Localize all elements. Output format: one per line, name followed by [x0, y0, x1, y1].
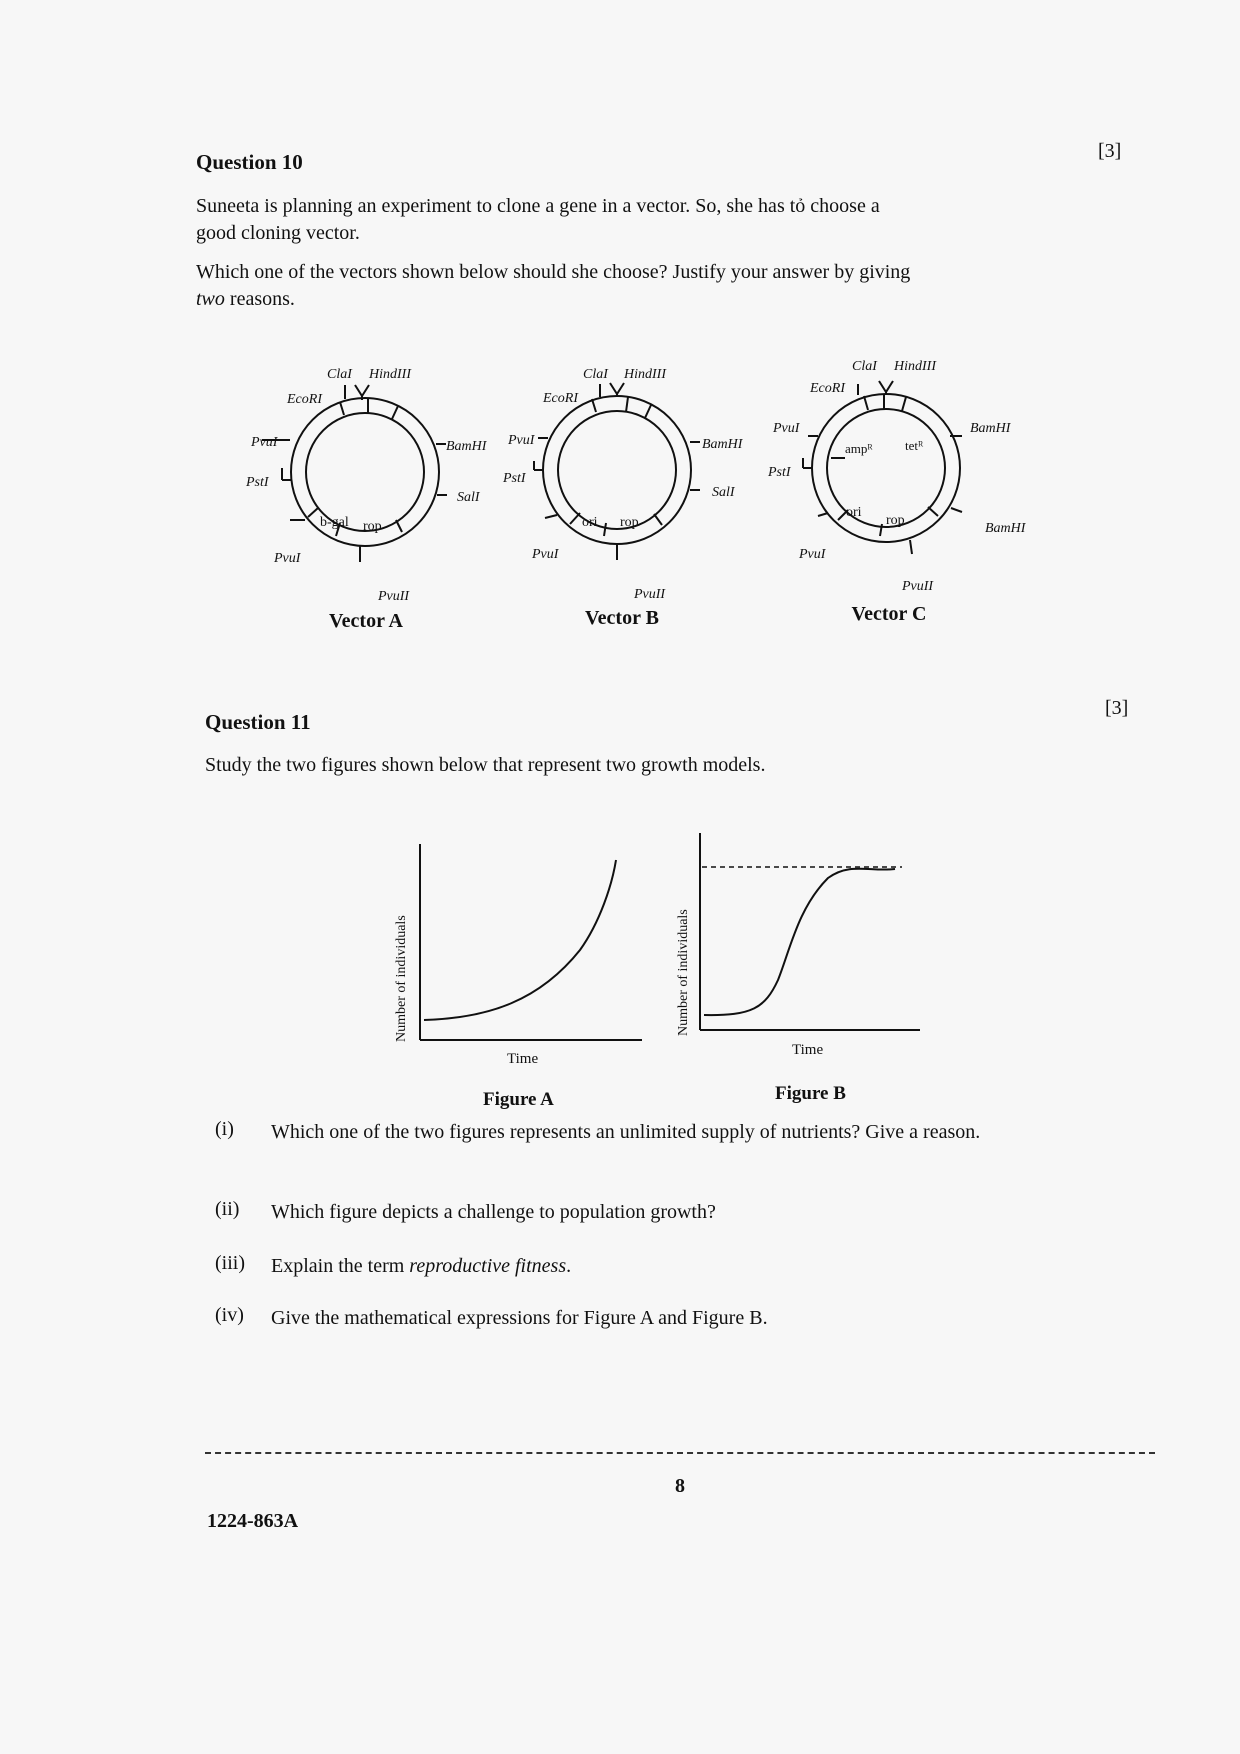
question-10-paragraph-1 [196, 193, 1076, 247]
figure-b-xlabel: Time [792, 1042, 824, 1058]
subquestion-ii-text: Which figure depicts a challenge to population growth? [271, 1201, 716, 1223]
vector-c-site-4: PvuI [773, 421, 800, 436]
vector-a-site-4: PvuI [251, 435, 278, 450]
q10-p2-rest: reasons. [224, 288, 295, 310]
vector-b-site-2: HindIII [624, 367, 666, 382]
growth-figures [380, 830, 940, 1060]
subquestion-iii [215, 1252, 1095, 1282]
vector-c-site-5: PstI [768, 465, 791, 480]
vector-c-site-3: EcoRI [810, 381, 845, 396]
vector-b-inner-2: rop [620, 515, 639, 530]
question-10-paragraph-2 [196, 259, 1076, 313]
vector-b-site-9: PvuI [532, 547, 559, 562]
vector-a-inner-1: b-gal [320, 515, 349, 530]
vector-b-site-6: BamHI [702, 437, 743, 452]
figure-a-plot [420, 844, 642, 1040]
question-11-title: Question 11 [205, 710, 311, 734]
subquestion-i-text: Which one of the two figures represents an unlimited supply of nutrients? Give a reason. [271, 1121, 981, 1143]
subquestion-i-number: (i) [215, 1118, 234, 1140]
vector-b-site-3: EcoRI [543, 391, 578, 406]
vector-c-label: Vector C [851, 603, 927, 625]
subquestion-iii-number: (iii) [215, 1252, 245, 1274]
q10-p2-line2 [196, 286, 1076, 313]
vector-a-site-8: PvuII [378, 589, 410, 604]
vector-c-site-1: ClaI [852, 359, 877, 374]
subquestion-iii-term: reproductive fitness [409, 1255, 567, 1277]
vector-a-label: Vector A [329, 610, 403, 632]
vector-c-site-2: HindIII [894, 359, 936, 374]
subquestion-iv [215, 1304, 1095, 1334]
question-10-title: Question 10 [196, 150, 303, 174]
vector-a-site-3: EcoRI [287, 392, 322, 407]
figure-b-label: Figure B [775, 1083, 846, 1104]
vector-b-inner-1: ori [582, 515, 598, 530]
q10-p1-line2: good cloning vector. [196, 222, 360, 244]
vector-a-site-5: PstI [246, 475, 269, 490]
subquestion-ii-number: (ii) [215, 1198, 240, 1220]
vector-a-site-2: HindIII [369, 367, 411, 382]
vector-b-site-8: PvuII [634, 587, 666, 602]
vector-b-site-4: PvuI [508, 433, 535, 448]
vector-b-site-5: PstI [503, 471, 526, 486]
vector-diagrams [0, 340, 1240, 640]
vector-b-site-7: SalI [712, 485, 735, 500]
subquestion-iii-pre: Explain the term [271, 1255, 410, 1277]
vector-c-inner-2: tetᴿ [905, 438, 924, 453]
question-11-intro: Study the two figures shown below that represent two growth models. [205, 754, 766, 776]
vector-b-label: Vector B [585, 607, 659, 629]
vector-a-site-9: PvuI [274, 551, 301, 566]
vector-a-site-7: SalI [457, 490, 480, 505]
subquestion-iii-text [271, 1252, 1091, 1280]
figure-a-label: Figure A [483, 1089, 554, 1110]
q10-p2-line1: Which one of the vectors shown below should she choose? Justify your answer by giving [196, 261, 911, 283]
vector-c-site-9: PvuI [799, 547, 826, 562]
page-number: 8 [675, 1475, 685, 1497]
question-11-marks: [3] [1105, 697, 1129, 719]
vector-c-site-7: BamHI [985, 521, 1026, 536]
vector-a-plasmid [262, 385, 447, 562]
vector-c-inner-3: ori [846, 505, 862, 520]
figure-a-ylabel: Number of individuals [394, 915, 409, 1042]
subquestion-iv-text: Give the mathematical expressions for Figure A and Figure B. [271, 1307, 768, 1329]
paper-code: 1224-863A [207, 1510, 299, 1532]
vector-c-inner-4: rop [886, 513, 905, 528]
vector-a-inner-2: rop [363, 519, 382, 534]
vector-b-plasmid [534, 383, 700, 560]
subquestion-iii-post: . [566, 1255, 572, 1277]
vector-c-site-6: BamHI [970, 421, 1011, 436]
subquestion-i [215, 1118, 1095, 1178]
vector-b-site-1: ClaI [583, 367, 608, 382]
vector-a-site-6: BamHI [446, 439, 487, 454]
footer-divider [205, 1452, 1155, 1454]
q10-p1-line1: Suneeta is planning an experiment to clone a gene in a vector. So, she has tỏ choose a [196, 195, 880, 217]
vector-c-site-8: PvuII [902, 579, 934, 594]
vector-c-inner-1: ampᴿ [845, 441, 873, 456]
q10-p2-italic: two [196, 288, 225, 310]
figure-b-ylabel: Number of individuals [676, 909, 691, 1036]
figure-b-plot [700, 833, 920, 1030]
subquestion-iv-number: (iv) [215, 1304, 244, 1326]
vector-c-plasmid [803, 381, 962, 554]
subquestion-ii [215, 1198, 1095, 1228]
figure-a-xlabel: Time [507, 1051, 539, 1067]
question-10-marks: [3] [1098, 140, 1122, 162]
vector-a-site-1: ClaI [327, 367, 352, 382]
